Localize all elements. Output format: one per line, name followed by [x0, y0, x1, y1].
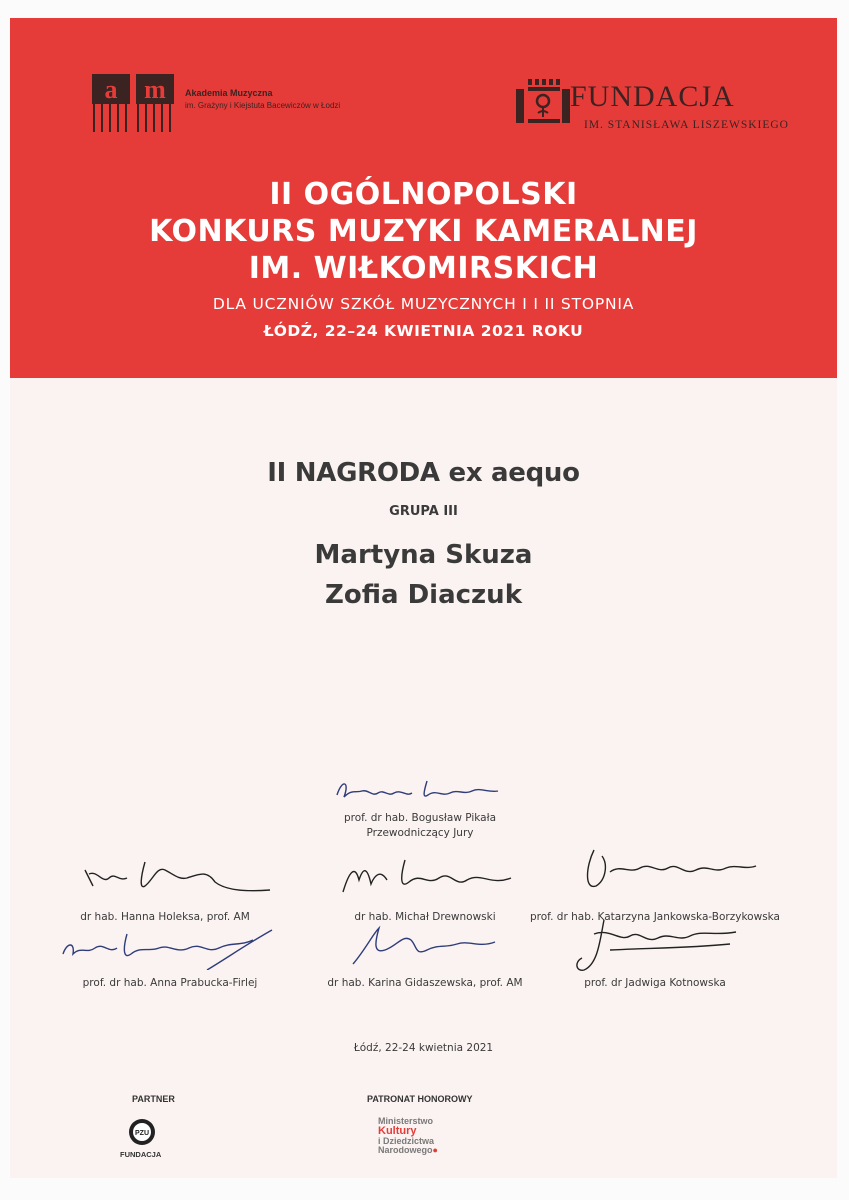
- pzu-logo-icon: [128, 1118, 156, 1146]
- signature-image: [345, 920, 505, 970]
- academy-line1: Akademia Muzyczna: [185, 88, 273, 98]
- jury-member-name: dr hab. Michał Drewnowski: [354, 911, 496, 923]
- ministry-line: Narodowego: [378, 1145, 433, 1155]
- signature-image: [580, 846, 760, 898]
- ministry-dot-icon: ●: [432, 1145, 438, 1155]
- group-label: GRUPA III: [389, 504, 458, 519]
- competition-title-block: [10, 176, 837, 340]
- academy-line2: im. Grażyny i Kiejstuta Bacewiczów w Łodzi: [185, 101, 341, 110]
- jury-member-name: dr hab. Karina Gidaszewska, prof. AM: [327, 977, 523, 989]
- partner-label: PARTNER: [132, 1094, 175, 1104]
- jury-member-name: prof. dr Jadwiga Kotnowska: [584, 977, 726, 989]
- patron-label: PATRONAT HONOROWY: [367, 1094, 473, 1104]
- academy-logo-icon: [90, 74, 176, 132]
- award-block: [10, 458, 837, 615]
- signature-image: [75, 856, 275, 900]
- jury-member-signature-block: [315, 856, 535, 925]
- jury-member-name: prof. dr hab. Katarzyna Jankowska-Borzykowska: [530, 911, 780, 923]
- foundation-name: FUNDACJA: [570, 80, 735, 113]
- jury-member-name: prof. dr hab. Anna Prabucka-Firlej: [82, 977, 258, 989]
- title-line-1: II OGÓLNOPOLSKI: [269, 177, 578, 212]
- ministry-line: i Dziedzictwa: [378, 1136, 435, 1146]
- foundation-logo-icon: [516, 79, 572, 123]
- jury-member-signature-block: [55, 924, 285, 991]
- laureate-name: Zofia Diaczuk: [325, 580, 522, 610]
- certificate-sheet: [10, 18, 837, 1178]
- jury-chair-signature-block: [310, 773, 530, 841]
- signature-image: [332, 771, 502, 811]
- signature-image: [57, 924, 277, 970]
- laureate-name: Martyna Skuza: [314, 540, 533, 570]
- title-line-2: KONKURS MUZYKI KAMERALNEJ: [149, 214, 698, 249]
- partner-name: FUNDACJA: [120, 1150, 162, 1159]
- jury-member-signature-block: [315, 924, 535, 991]
- foundation-subtitle: IM. STANISŁAWA LISZEWSKIEGO: [584, 119, 789, 131]
- competition-date: ŁÓDŹ, 22–24 KWIETNIA 2021 ROKU: [263, 322, 584, 340]
- ministry-line: Kultury: [378, 1125, 417, 1137]
- laureate-names: [10, 535, 837, 615]
- jury-chair-name: prof. dr hab. Bogusław Pikała: [343, 812, 497, 824]
- svg-text:PZU: PZU: [135, 1130, 149, 1137]
- competition-subtitle: DLA UCZNIÓW SZKÓŁ MUZYCZNYCH I I II STOPNIA: [212, 295, 635, 313]
- svg-text:a: a: [104, 75, 118, 104]
- header-banner: [10, 18, 837, 378]
- ministry-line: Ministerstwo: [378, 1116, 434, 1126]
- jury-member-signature-block: [555, 924, 755, 991]
- jury-chair-role: Przewodniczący Jury: [366, 827, 474, 839]
- signature-image: [570, 914, 740, 974]
- jury-member-signature-block: [55, 856, 275, 925]
- place-and-date: Łódź, 22-24 kwietnia 2021: [353, 1042, 494, 1054]
- jury-member-name: dr hab. Hanna Holeksa, prof. AM: [80, 911, 250, 923]
- ministry-logo: [378, 1117, 438, 1155]
- academy-name: [185, 88, 340, 110]
- title-line-3: IM. WIŁKOMIRSKICH: [248, 251, 599, 286]
- svg-text:m: m: [144, 75, 166, 104]
- signature-image: [335, 856, 515, 900]
- prize-title: II NAGRODA ex aequo: [267, 458, 580, 488]
